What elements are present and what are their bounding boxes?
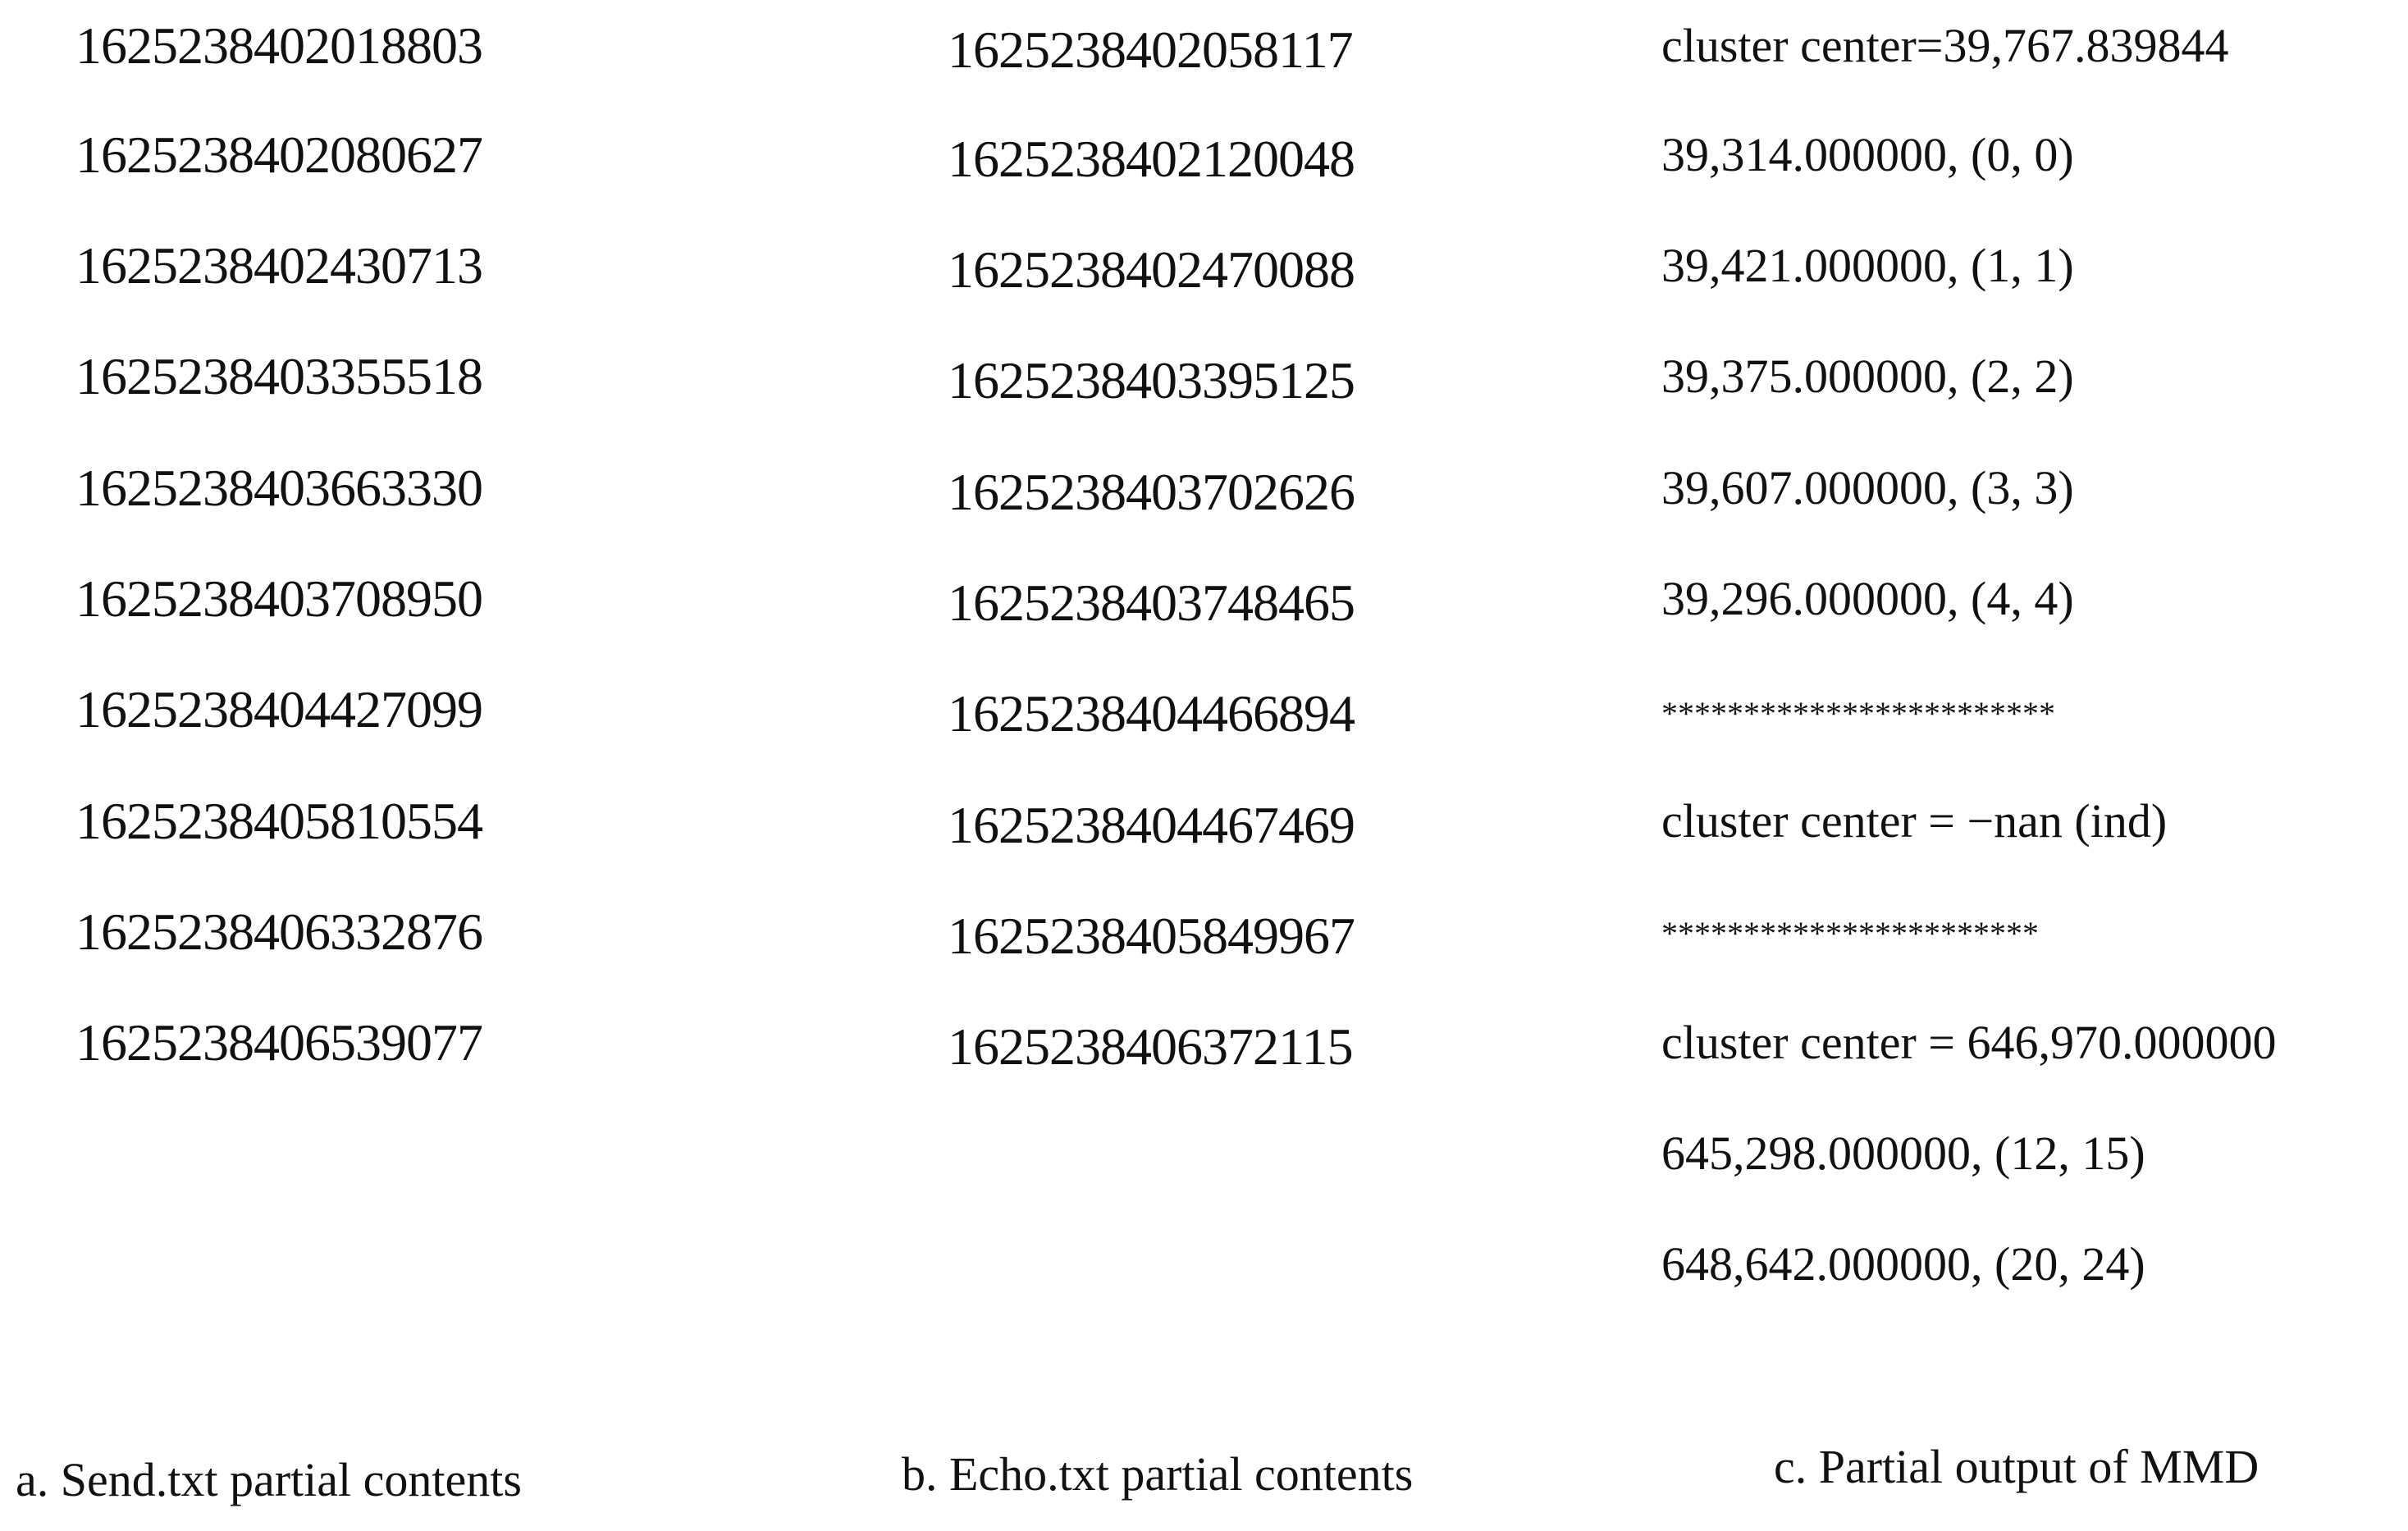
send-line: 1625238402080627 — [75, 126, 482, 184]
send-line: 1625238403355518 — [75, 347, 482, 405]
echo-line: 1625238405849967 — [948, 907, 1355, 965]
echo-line: 1625238403395125 — [948, 351, 1355, 409]
mmd-line: 39,296.000000, (4, 4) — [1661, 572, 2074, 625]
mmd-line: 648,642.000000, (20, 24) — [1661, 1237, 2145, 1291]
mmd-line: cluster center=39,767.839844 — [1661, 19, 2229, 72]
send-line: 1625238402430713 — [75, 236, 482, 295]
echo-line: 1625238403702626 — [948, 463, 1355, 521]
send-line: 1625238405810554 — [75, 792, 482, 850]
echo-line: 1625238406372115 — [948, 1017, 1353, 1076]
mmd-separator: ************************ — [1661, 695, 2055, 732]
echo-line: 1625238402120048 — [948, 130, 1355, 188]
send-line: 1625238406539077 — [75, 1013, 482, 1072]
echo-line: 1625238404466894 — [948, 684, 1355, 743]
mmd-line: 39,314.000000, (0, 0) — [1661, 128, 2074, 181]
send-line: 1625238403663330 — [75, 459, 482, 517]
mmd-line: cluster center = −nan (ind) — [1661, 794, 2168, 848]
mmd-caption: c. Partial output of MMD — [1774, 1440, 2259, 1493]
send-line: 1625238403708950 — [75, 569, 482, 628]
send-line: 1625238404427099 — [75, 680, 482, 738]
mmd-line: cluster center = 646,970.000000 — [1661, 1016, 2277, 1069]
mmd-line: 645,298.000000, (12, 15) — [1661, 1127, 2145, 1180]
echo-line: 1625238402058117 — [948, 21, 1353, 79]
echo-line: 1625238402470088 — [948, 240, 1355, 299]
mmd-line: 39,607.000000, (3, 3) — [1661, 461, 2074, 514]
send-caption: a. Send.txt partial contents — [16, 1453, 522, 1506]
mmd-separator: *********************** — [1661, 915, 2039, 952]
mmd-line: 39,421.000000, (1, 1) — [1661, 239, 2074, 292]
echo-line: 1625238403748465 — [948, 574, 1355, 632]
send-line: 1625238402018803 — [75, 16, 482, 75]
mmd-line: 39,375.000000, (2, 2) — [1661, 350, 2074, 403]
echo-caption: b. Echo.txt partial contents — [902, 1447, 1414, 1501]
send-line: 1625238406332876 — [75, 903, 482, 961]
echo-line: 1625238404467469 — [948, 796, 1355, 854]
